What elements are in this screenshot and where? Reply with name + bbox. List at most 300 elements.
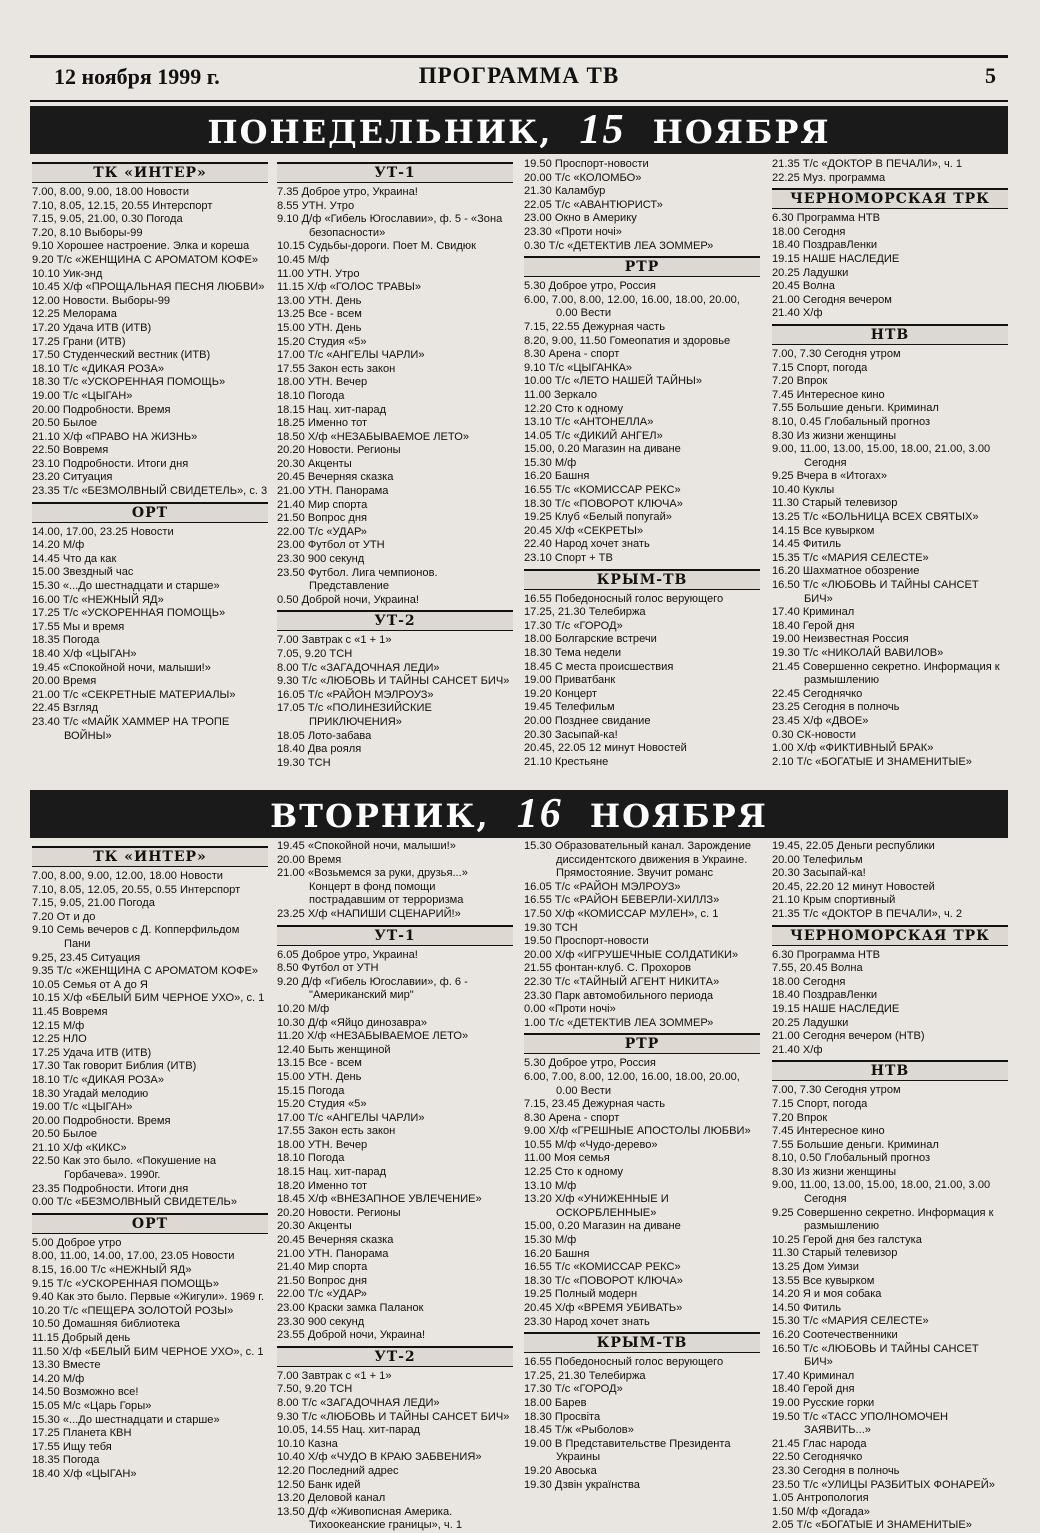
program-entry: 19.15 НАШЕ НАСЛЕДИЕ — [772, 1002, 900, 1015]
program-entry: 17.30 Т/с «ГОРОД» — [524, 619, 623, 632]
program-entry: 23.10 Спорт + ТВ — [524, 552, 613, 565]
program-entry: 19.20 Авоська — [524, 1464, 597, 1477]
program-entry: 18.25 Именно тот — [277, 417, 368, 430]
program-entry: 18.35 Погода — [32, 1454, 100, 1467]
program-entry: 11.20 Х/ф «НЕЗАБЫВАЕМОЕ ЛЕТО» — [277, 1030, 469, 1043]
program-entry: 9.20 Т/с «ЖЕНЩИНА С АРОМАТОМ КОФЕ» — [32, 253, 259, 266]
program-entry: 17.25 Т/с «УСКОРЕННАЯ ПОМОЩЬ» — [32, 607, 226, 620]
program-entry: 11.00 Моя семья — [524, 1152, 610, 1165]
program-entry: 23.55 Доброй ночи, Украина! — [277, 1329, 426, 1342]
program-entry: 22.40 Народ хочет знать — [524, 538, 650, 551]
program-entry: 21.10 Х/ф «ПРАВО НА ЖИЗНЬ» — [32, 430, 198, 443]
program-entry: 17.20 Удача ИТВ (ИТВ) — [32, 321, 152, 334]
program-entry: 13.10 М/ф — [524, 1179, 577, 1192]
program-entry: 10.20 М/ф — [277, 1002, 330, 1015]
program-entry: 10.45 Х/ф «ПРОЩАЛЬНАЯ ПЕСНЯ ЛЮБВИ» — [32, 281, 265, 294]
channel-heading: КРЫМ-ТВ — [524, 569, 760, 590]
program-entry: 20.30 Акценты — [277, 1220, 352, 1233]
program-entry: 11.30 Старый телевизор — [772, 497, 898, 510]
program-entry: 9.10 Д/ф «Гибель Югославии», ф. 5 - «Зона безопасности» — [277, 213, 503, 239]
program-entry: 15.30 Образовательный канал. Зарождение диссидентского движения в Украине. Прямостояние. Звучит романс — [524, 840, 752, 880]
program-entry: 5.30 Доброе утро, Россия — [524, 280, 656, 293]
program-entry: 6.00, 7.00, 8.00, 12.00, 16.00, 18.00, 20.00, 0.00 Вести — [524, 1070, 740, 1097]
program-entry: 21.40 Х/ф — [772, 1043, 823, 1056]
program-entry: 10.10 Казна — [277, 1437, 338, 1450]
program-entry: 7.15, 22.55 Дежурная часть — [524, 320, 666, 333]
program-entry: 17.55 Закон есть закон — [277, 362, 396, 375]
program-entry: 13.20 Деловой канал — [277, 1492, 386, 1505]
program-entry: 7.00, 8.00, 9.00, 12.00, 18.00 Новости — [32, 870, 223, 882]
program-entry: 23.45 Х/ф «ДВОЕ» — [772, 714, 869, 727]
program-entry: 16.20 Башня — [524, 470, 590, 483]
program-entry: 18.00 УТН. Вечер — [277, 376, 368, 389]
section-title: ПРОГРАММА ТВ — [418, 63, 620, 88]
program-entry: 19.00 Приватбанк — [524, 674, 616, 687]
program-entry: 16.20 Соотечественники — [772, 1329, 898, 1341]
program-entry: 18.45 Т/ж «Рыболов» — [524, 1424, 634, 1437]
program-entry: 16.55 Победоносный голос верующего — [524, 592, 724, 605]
schedule-column — [524, 158, 760, 769]
program-entry: 13.25 Т/с «БОЛЬНИЦА ВСЕХ СВЯТЫХ» — [772, 511, 979, 524]
program-entry: 7.20 Впрок — [772, 1111, 828, 1124]
program-entry: 7.45 Интересное кино — [772, 388, 885, 401]
program-entry: 11.50 Х/ф «БЕЛЫЙ БИМ ЧЕРНОЕ УХО», с. 1 — [32, 1345, 264, 1358]
program-entry: 9.15 Т/с «УСКОРЕННАЯ ПОМОЩЬ» — [32, 1277, 219, 1290]
channel-heading: УТ-2 — [277, 610, 513, 631]
program-entry: 23.25 Сегодня в полночь — [772, 701, 900, 714]
program-entry: 1.00 Х/ф «ФИКТИВНЫЙ БРАК» — [772, 742, 934, 755]
program-entry: 18.30 Т/с «УСКОРЕННАЯ ПОМОЩЬ» — [32, 376, 226, 389]
channel-heading: ЧЕРНОМОРСКАЯ ТРК — [772, 188, 1008, 209]
program-entry: 10.25 Герой дня без галстука — [772, 1233, 922, 1246]
program-entry: 15.05 М/с «Царь Горы» — [32, 1399, 152, 1412]
program-entry: 18.30 Т/с «ПОВОРОТ КЛЮЧА» — [524, 1274, 683, 1287]
program-entry: 9.30 Т/с «ЛЮБОВЬ И ТАЙНЫ САНСЕТ БИЧ» — [277, 675, 510, 688]
program-entry: 9.25 Вчера в «Итогах» — [772, 470, 888, 483]
month: НОЯБРЯ — [652, 113, 831, 151]
program-entry: 18.15 Нац. хит-парад — [277, 403, 387, 416]
program-entry: 23.30 Народ хочет знать — [524, 1315, 650, 1328]
schedule-column — [524, 840, 760, 1492]
program-entry: 13.25 Дом Уимзи — [772, 1261, 859, 1274]
program-entry: 23.25 Х/ф «НАПИШИ СЦЕНАРИЙ!» — [277, 907, 461, 920]
program-entry: 18.15 Нац. хит-парад — [277, 1166, 387, 1179]
program-entry: 8.00 Т/с «ЗАГАДОЧНАЯ ЛЕДИ» — [277, 661, 440, 674]
channel-heading: УТ-1 — [277, 162, 513, 183]
program-entry: 13.20 Х/ф «УНИЖЕННЫЕ И ОСКОРБЛЕННЫЕ» — [524, 1193, 669, 1219]
program-entry: 10.50 Домашняя библиотека — [32, 1318, 180, 1331]
program-entry: 0.30 СК-новости — [772, 728, 856, 741]
program-entry: 18.05 Лото-забава — [277, 729, 372, 742]
program-entry: 20.45 Х/ф «СЕКРЕТЫ» — [524, 524, 644, 537]
program-entry: 15.30 М/ф — [524, 1234, 577, 1247]
program-entry: 8.30 Арена - спорт — [524, 348, 620, 361]
program-entry: 13.10 Т/с «АНТОНЕЛЛА» — [524, 416, 654, 429]
program-entry: 8.30 Арена - спорт — [524, 1111, 620, 1124]
program-entry: 14.00, 17.00, 23.25 Новости — [32, 525, 174, 538]
program-entry: 14.20 М/ф — [32, 539, 85, 552]
program-entry: 17.55 Мы и время — [32, 620, 125, 633]
program-entry: 18.10 Погода — [277, 389, 345, 402]
program-entry: 20.00 Подробности. Время — [32, 403, 171, 416]
program-entry: 21.10 Крым спортивный — [772, 894, 896, 907]
program-entry: 10.05 Семья от А до Я — [32, 978, 148, 991]
schedule-column — [277, 840, 513, 1533]
program-entry: 23.35 Подробности. Итоги дня — [32, 1182, 189, 1195]
weekday: ВТОРНИК, — [270, 797, 490, 835]
program-entry: 8.55 УТН. Утро — [277, 199, 355, 212]
program-entry: 12.25 НЛО — [32, 1033, 87, 1046]
program-entry: 19.50 Проспорт-новости — [524, 935, 649, 948]
program-entry: 18.45 Х/ф «ВНЕЗАПНОЕ УВЛЕЧЕНИЕ» — [277, 1193, 482, 1206]
program-entry: 17.25, 21.30 Телебиржа — [524, 606, 646, 619]
program-entry: 19.30 Дзвін українства — [524, 1478, 640, 1491]
program-entry: 9.00 Х/ф «ГРЕШНЫЕ АПОСТОЛЫ ЛЮБВИ» — [524, 1125, 751, 1138]
program-entry: 9.20 Д/ф «Гибель Югославии», ф. 6 - "Американский мир" — [277, 975, 468, 1002]
program-entry: 8.30 Из жизни женщины — [772, 1165, 897, 1178]
program-entry: 18.00 Сегодня — [772, 225, 846, 238]
program-entry: 7.20 Впрок — [772, 375, 828, 388]
program-entry: 7.55 Большие деньги. Криминал — [772, 402, 939, 415]
program-entry: 19.00 Т/с «ЦЫГАН» — [32, 389, 133, 402]
program-entry: 20.25 Ладушки — [772, 266, 849, 279]
program-entry: 20.45 Вечерняя сказка — [277, 1234, 394, 1247]
program-entry: 7.00, 8.00, 9.00, 18.00 Новости — [32, 186, 190, 198]
program-entry: 16.55 Победоносный голос верующего — [524, 1356, 724, 1369]
program-entry: 16.00 Т/с «НЕЖНЫЙ ЯД» — [32, 593, 164, 606]
program-entry: 19.20 Концерт — [524, 687, 598, 700]
program-entry: 21.00 УТН. Панорама — [277, 485, 389, 498]
program-entry: 22.25 Муз. программа — [772, 171, 886, 184]
channel-heading: ОРТ — [32, 1213, 268, 1234]
program-entry: 19.45 «Спокойной ночи, малыши!» — [277, 840, 456, 852]
program-entry: 14.20 М/ф — [32, 1372, 85, 1385]
program-entry: 10.55 М/ф «Чудо-дерево» — [524, 1138, 658, 1151]
program-entry: 23.30 900 секунд — [277, 553, 365, 566]
program-entry: 22.50 Как это было. «Покушение на Горбачева». 1990г. — [32, 1155, 217, 1182]
program-entry: 15.20 Студия «5» — [277, 335, 367, 348]
program-entry: 7.15, 9.05, 21.00, 0.30 Погода — [32, 213, 183, 226]
program-entry: 9.25, 23.45 Ситуация — [32, 951, 141, 964]
program-entry: 18.40 Х/ф «ЦЫГАН» — [32, 1467, 137, 1480]
program-entry: 8.00, 11.00, 14.00, 17.00, 23.05 Новости — [32, 1250, 235, 1263]
program-entry: 13.30 Вместе — [32, 1359, 101, 1372]
program-entry: 7.05, 9.20 ТСН — [277, 648, 353, 660]
program-entry: 22.30 Т/с «ТАЙНЫЙ АГЕНТ НИКИТА» — [524, 975, 720, 988]
program-entry: 18.00 Барев — [524, 1396, 587, 1409]
program-entry: 16.50 Т/с «ЛЮБОВЬ И ТАЙНЫ САНСЕТ БИЧ» — [772, 1342, 979, 1369]
program-entry: 18.40 Герой дня — [772, 619, 855, 632]
program-entry: 12.20 Сто к одному — [524, 402, 623, 415]
program-entry: 2.10 Т/с «БОГАТЫЕ И ЗНАМЕНИТЫЕ» — [772, 755, 972, 768]
program-entry: 20.45 Вечерняя сказка — [277, 471, 394, 484]
program-entry: 21.00 Сегодня вечером — [772, 293, 892, 306]
program-entry: 20.30 Засыпай-ка! — [524, 728, 618, 741]
program-entry: 9.25 Совершенно секретно. Информация к размышлению — [772, 1206, 994, 1233]
program-entry: 19.45 «Спокойной ночи, малыши!» — [32, 661, 211, 674]
program-entry: 8.00 Т/с «ЗАГАДОЧНАЯ ЛЕДИ» — [277, 1396, 440, 1409]
program-entry: 8.20, 9.00, 11.50 Гомеопатия и здоровье — [524, 334, 731, 347]
program-entry: 7.50, 9.20 ТСН — [277, 1383, 353, 1396]
program-entry: 18.45 С места происшествия — [524, 660, 674, 673]
program-entry: 19.00 Русские горки — [772, 1396, 875, 1409]
program-entry: 19.00 Т/с «ЦЫГАН» — [32, 1101, 133, 1114]
program-entry: 7.00, 7.30 Сегодня утром — [772, 1084, 901, 1097]
program-entry: 19.15 НАШЕ НАСЛЕДИЕ — [772, 252, 900, 265]
program-entry: 23.40 Т/с «МАЙК ХАММЕР НА ТРОПЕ ВОЙНЫ» — [32, 715, 230, 742]
program-entry: 20.00 Позднее свидание — [524, 714, 651, 727]
program-entry: 23.50 Т/с «УЛИЦЫ РАЗБИТЫХ ФОНАРЕЙ» — [772, 1478, 995, 1491]
program-entry: 10.10 Уик-энд — [32, 267, 103, 280]
program-entry: 20.45 Х/ф «ВРЕМЯ УБИВАТЬ» — [524, 1302, 683, 1314]
program-entry: 20.00 Телефильм — [772, 853, 863, 866]
program-entry: 5.30 Доброе утро, Россия — [524, 1057, 656, 1070]
program-entry: 19.25 Клуб «Белый попугай» — [524, 511, 672, 524]
program-entry: 7.45 Интересное кино — [772, 1125, 885, 1138]
program-entry: 7.55 Большие деньги. Криминал — [772, 1138, 939, 1151]
program-entry: 20.00 Х/ф «ИГРУШЕЧНЫЕ СОЛДАТИКИ» — [524, 948, 739, 961]
program-entry: 10.15 Судьбы-дороги. Поет М. Свидюк — [277, 240, 476, 253]
program-entry: 7.35 Доброе утро, Украина! — [277, 186, 418, 198]
program-entry: 23.30 Парк автомобильного периода — [524, 989, 714, 1002]
month: НОЯБРЯ — [589, 797, 768, 835]
page-header — [30, 55, 1008, 102]
program-entry: 18.30 Тема недели — [524, 647, 622, 659]
program-entry: 6.30 Программа НТВ — [772, 948, 881, 961]
program-entry: 18.40 Два рояля — [277, 743, 362, 756]
program-entry: 7.00 Завтрак с «1 + 1» — [277, 1369, 392, 1382]
program-entry: 21.55 фонтан-клуб. С. Прохоров — [524, 962, 692, 975]
program-entry: 20.25 Ладушки — [772, 1016, 849, 1029]
program-entry: 18.10 Погода — [277, 1152, 345, 1165]
program-entry: 22.45 Взгляд — [32, 702, 99, 715]
program-entry: 20.00 Время — [277, 853, 342, 866]
program-entry: 14.45 Что да как — [32, 552, 117, 565]
program-entry: 9.30 Т/с «ЛЮБОВЬ И ТАЙНЫ САНСЕТ БИЧ» — [277, 1410, 510, 1423]
program-entry: 19.30 ТСН — [277, 756, 331, 769]
day-number: 16 — [516, 791, 563, 837]
schedule-column — [772, 840, 1008, 1533]
program-entry: 0.00 «Проти ночі» — [524, 1003, 616, 1016]
program-entry: 21.45 Совершенно секретно. Информация к размышлению — [772, 660, 1000, 687]
program-entry: 21.10 Х/ф «КИКС» — [32, 1141, 127, 1154]
program-entry: 17.25 Удача ИТВ (ИТВ) — [32, 1046, 152, 1059]
program-entry: 23.35 Т/с «БЕЗМОЛВНЫЙ СВИДЕТЕЛЬ», с. 3 — [32, 485, 268, 498]
program-entry: 15.00 УТН. День — [277, 1070, 362, 1083]
program-entry: 18.35 Погода — [32, 634, 100, 647]
program-entry: 9.10 Хорошее настроение. Элка и кореша — [32, 240, 250, 253]
channel-heading: ТК «ИНТЕР» — [32, 846, 268, 867]
program-entry: 21.50 Вопрос дня — [277, 1274, 367, 1287]
program-entry: 7.10, 8.05, 12.15, 20.55 Интерспорт — [32, 199, 213, 212]
program-entry: 19.45, 22.05 Деньги республики — [772, 840, 935, 852]
program-entry: 9.10 Семь вечеров с Д. Копперфильдом Пани — [32, 924, 240, 950]
program-entry: 18.30 Просвіта — [524, 1410, 601, 1423]
program-entry: 9.40 Как это было. Первые «Жигули». 1969 г. — [32, 1291, 265, 1304]
program-entry: 15.00, 0.20 Магазин на диване — [524, 443, 681, 456]
program-entry: 16.55 Т/с «РАЙОН БЕВЕРЛИ-ХИЛЛЗ» — [524, 894, 720, 907]
program-entry: 7.00, 7.30 Сегодня утром — [772, 347, 901, 360]
day-number: 15 — [579, 107, 626, 153]
channel-heading: НТВ — [772, 1060, 1008, 1081]
program-entry: 23.30 «Проти ночі» — [524, 225, 622, 238]
program-entry: 16.50 Т/с «ЛЮБОВЬ И ТАЙНЫ САНСЕТ БИЧ» — [772, 579, 979, 605]
program-entry: 23.30 900 секунд — [277, 1315, 365, 1328]
program-entry: 18.00 Болгарские встречи — [524, 633, 657, 646]
program-entry: 20.00 Т/с «КОЛОМБО» — [524, 171, 642, 184]
program-entry: 8.10, 0.45 Глобальный прогноз — [772, 415, 931, 428]
program-entry: 14.05 Т/с «ДИКИЙ АНГЕЛ» — [524, 429, 663, 442]
program-entry: 20.50 Былое — [32, 417, 98, 430]
program-entry: 20.00 Подробности. Время — [32, 1114, 171, 1127]
program-entry: 17.30 Так говорит Библия (ИТВ) — [32, 1060, 197, 1073]
program-entry: 18.40 ПоздравЛенки — [772, 989, 878, 1002]
program-entry: 21.10 Крестьяне — [524, 755, 609, 768]
program-entry: 11.30 Старый телевизор — [772, 1247, 898, 1260]
program-entry: 7.20 От и до — [32, 910, 96, 923]
program-entry: 21.35 Т/с «ДОКТОР В ПЕЧАЛИ», ч. 2 — [772, 907, 963, 920]
weekday: ПОНЕДЕЛЬНИК, — [207, 113, 553, 151]
program-entry: 10.05, 14.55 Нац. хит-парад — [277, 1424, 420, 1437]
program-entry: 17.25 Планета КВН — [32, 1427, 132, 1440]
program-entry: 23.50 Футбол. Лига чемпионов. Представление — [277, 566, 438, 593]
program-entry: 11.00 УТН. Утро — [277, 267, 360, 280]
program-entry: 12.00 Новости. Выборы-99 — [32, 294, 171, 307]
program-entry: 19.30 ТСН — [524, 921, 578, 934]
program-entry: 10.15 Х/ф «БЕЛЫЙ БИМ ЧЕРНОЕ УХО», с. 1 — [32, 992, 265, 1005]
program-entry: 20.45, 22.20 12 минут Новостей — [772, 880, 935, 893]
program-entry: 15.30 «...До шестнадцати и старше» — [32, 1413, 220, 1426]
program-entry: 15.00 УТН. День — [277, 321, 362, 334]
program-entry: 17.25, 21.30 Телебиржа — [524, 1369, 646, 1382]
day-banner-tuesday — [30, 790, 1008, 838]
program-entry: 9.10 Т/с «ЦЫГАНКА» — [524, 361, 633, 374]
program-entry: 1.50 М/ф «Догада» — [772, 1505, 870, 1518]
program-entry: 6.05 Доброе утро, Украина! — [277, 948, 418, 961]
channel-heading: НТВ — [772, 324, 1008, 345]
program-entry: 11.15 Х/ф «ГОЛОС ТРАВЫ» — [277, 281, 421, 294]
program-entry: 16.20 Башня — [524, 1247, 590, 1260]
program-entry: 23.00 Футбол от УТН — [277, 539, 385, 552]
program-entry: 8.15, 16.00 Т/с «НЕЖНЫЙ ЯД» — [32, 1264, 192, 1277]
program-entry: 19.00 В Представительстве Президента Украины — [524, 1437, 731, 1464]
program-entry: 13.00 УТН. День — [277, 294, 362, 307]
program-entry: 17.40 Криминал — [772, 606, 855, 619]
program-entry: 20.00 Время — [32, 675, 97, 688]
program-entry: 18.00 Сегодня — [772, 975, 846, 988]
program-entry: 22.00 Т/с «УДАР» — [277, 1288, 367, 1301]
program-entry: 19.25 Полный модерн — [524, 1288, 638, 1301]
program-entry: 7.15 Спорт, погода — [772, 1097, 868, 1110]
program-entry: 7.15, 9.05, 21.00 Погода — [32, 897, 155, 910]
program-entry: 5.00 Доброе утро — [32, 1236, 122, 1249]
channel-heading: УТ-2 — [277, 1346, 513, 1367]
program-entry: 17.05 Т/с «ПОЛИНЕЗИЙСКИЕ ПРИКЛЮЧЕНИЯ» — [277, 702, 432, 728]
program-entry: 12.50 Банк идей — [277, 1478, 361, 1491]
program-entry: 23.00 Краски замка Паланок — [277, 1302, 424, 1314]
program-entry: 17.50 Студенческий вестник (ИТВ) — [32, 349, 211, 362]
program-entry: 17.00 Т/с «АНГЕЛЫ ЧАРЛИ» — [277, 1111, 425, 1124]
program-entry: 2.05 Т/с «БОГАТЫЕ И ЗНАМЕНИТЫЕ» — [772, 1519, 972, 1532]
day-banner-monday — [30, 106, 1008, 154]
program-entry: 21.30 Каламбур — [524, 185, 606, 198]
program-entry: 23.30 Сегодня в полночь — [772, 1464, 900, 1477]
program-entry: 19.50 Проспорт-новости — [524, 158, 649, 170]
program-entry: 23.20 Ситуация — [32, 471, 113, 484]
program-entry: 8.30 Из жизни женщины — [772, 429, 897, 442]
program-entry: 18.40 Герой дня — [772, 1383, 855, 1396]
program-entry: 21.00 Сегодня вечером (НТВ) — [772, 1030, 925, 1043]
program-entry: 21.40 Х/ф — [772, 307, 823, 320]
program-entry: 17.55 Закон есть закон — [277, 1125, 396, 1138]
program-entry: 6.00, 7.00, 8.00, 12.00, 16.00, 18.00, 20.00, 0.00 Вести — [524, 293, 740, 320]
program-entry: 21.00 УТН. Панорама — [277, 1247, 389, 1260]
program-entry: 9.35 Т/с «ЖЕНЩИНА С АРОМАТОМ КОФЕ» — [32, 965, 259, 978]
program-entry: 22.00 Т/с «УДАР» — [277, 525, 367, 538]
program-entry: 0.50 Доброй ночи, Украина! — [277, 593, 419, 606]
channel-heading: УТ-1 — [277, 925, 513, 946]
program-entry: 7.00 Завтрак с «1 + 1» — [277, 634, 392, 647]
program-entry: 6.30 Программа НТВ — [772, 212, 881, 225]
schedule-column — [772, 158, 1008, 769]
program-entry: 20.20 Новости. Регионы — [277, 1206, 401, 1219]
program-entry: 15.00, 0.20 Магазин на диване — [524, 1220, 681, 1233]
program-entry: 15.30 М/ф — [524, 456, 577, 469]
program-entry: 12.25 Сто к одному — [524, 1166, 623, 1179]
program-entry: 1.05 Антропология — [772, 1492, 869, 1505]
program-entry: 8.10, 0.50 Глобальный прогноз — [772, 1152, 931, 1165]
program-entry: 21.40 Мир спорта — [277, 498, 368, 511]
program-entry: 21.00 «Возьмемся за руки, друзья...» Концерт в фонд помощи пострадавшим от терроризма — [277, 867, 468, 907]
program-entry: 12.20 Последний адрес — [277, 1464, 399, 1477]
program-entry: 15.30 Т/с «МАРИЯ СЕЛЕСТЕ» — [772, 1315, 929, 1328]
program-entry: 10.20 Т/с «ПЕЩЕРА ЗОЛОТОЙ РОЗЫ» — [32, 1304, 234, 1317]
program-entry: 14.45 Фитиль — [772, 538, 842, 551]
program-entry: 7.10, 8.05, 12.05, 20.55, 0.55 Интерспорт — [32, 883, 241, 896]
program-entry: 13.15 Все - всем — [277, 1057, 362, 1070]
program-entry: 18.20 Именно тот — [277, 1179, 368, 1192]
program-entry: 7.55, 20.45 Волна — [772, 962, 863, 975]
program-entry: 18.40 ПоздравЛенки — [772, 239, 878, 252]
program-entry: 11.00 Зеркало — [524, 388, 598, 401]
program-entry: 19.00 Неизвестная Россия — [772, 633, 909, 646]
program-entry: 17.40 Криминал — [772, 1369, 855, 1382]
program-entry: 16.55 Т/с «КОМИССАР РЕКС» — [524, 1261, 681, 1274]
page-number: 5 — [985, 63, 996, 88]
program-entry: 10.30 Д/ф «Яйцо динозавра» — [277, 1016, 428, 1029]
program-entry: 14.20 Я и моя собака — [772, 1288, 882, 1301]
program-entry: 8.50 Футбол от УТН — [277, 962, 379, 975]
program-entry: 7.15, 23.45 Дежурная часть — [524, 1098, 666, 1111]
program-entry: 22.50 Вовремя — [32, 444, 109, 457]
program-entry: 9.00, 11.00, 13.00, 15.00, 18.00, 21.00, 3.00 Сегодня — [772, 1179, 991, 1206]
program-entry: 1.00 Т/с «ДЕТЕКТИВ ЛЕА ЗОММЕР» — [524, 1016, 714, 1029]
program-entry: 15.15 Погода — [277, 1084, 345, 1097]
program-entry: 22.05 Т/с «АВАНТЮРИСТ» — [524, 198, 663, 211]
program-entry: 21.45 Глас народа — [772, 1437, 867, 1450]
program-entry: 20.30 Засыпай-ка! — [772, 867, 866, 880]
program-entry: 21.35 Т/с «ДОКТОР В ПЕЧАЛИ», ч. 1 — [772, 158, 963, 170]
program-entry: 15.20 Студия «5» — [277, 1098, 367, 1111]
channel-heading: ТК «ИНТЕР» — [32, 162, 268, 183]
program-entry: 11.45 Вовремя — [32, 1005, 108, 1018]
channel-heading: ЧЕРНОМОРСКАЯ ТРК — [772, 925, 1008, 946]
program-entry: 10.40 Куклы — [772, 483, 835, 496]
program-entry: 12.40 Быть женщиной — [277, 1043, 391, 1056]
program-entry: 12.25 Мелорама — [32, 308, 117, 321]
channel-heading: КРЫМ-ТВ — [524, 1332, 760, 1353]
program-entry: 18.50 Х/ф «НЕЗАБЫВАЕМОЕ ЛЕТО» — [277, 430, 470, 443]
